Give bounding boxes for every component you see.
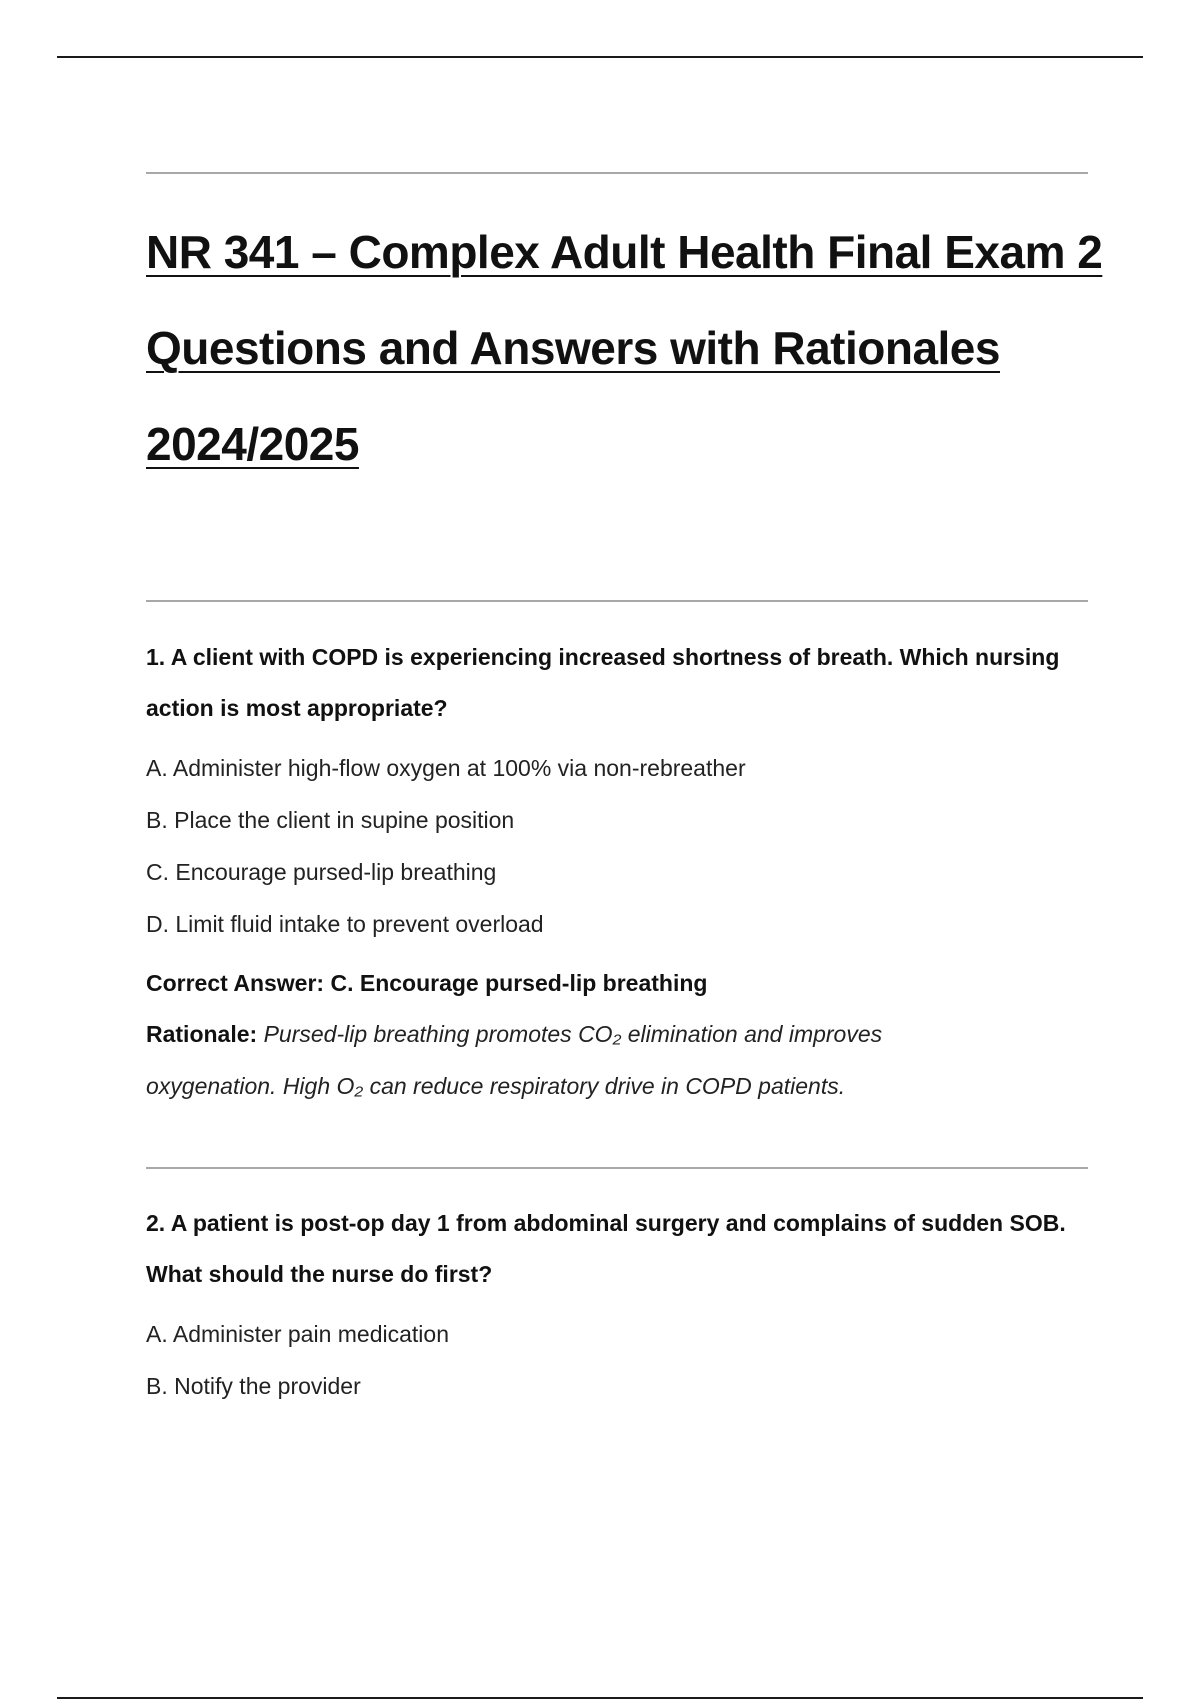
document-title-text: NR 341 – Complex Adult Health Final Exam 2 Questions and Answers with Rationales 2024/2025 [146, 226, 1103, 470]
question-1 [146, 632, 1076, 1112]
answer-options [146, 742, 1076, 950]
question-text: 1. A client with COPD is experiencing increased shortness of breath. Which nursing action is most appropriate? [146, 644, 1060, 721]
divider [146, 1167, 1088, 1169]
rationale [146, 1008, 1006, 1112]
divider [146, 600, 1088, 602]
document-title [146, 204, 1106, 492]
answer-options [146, 1308, 1076, 1412]
option-b: B. Place the client in supine position [146, 807, 515, 833]
rationale-label: Rationale: [146, 1021, 258, 1047]
option-c: C. Encourage pursed-lip breathing [146, 859, 497, 885]
page-top-rule [57, 56, 1143, 58]
rationale-text: Pursed-lip breathing promotes CO₂ elimination and improves oxygenation. High O₂ can reduce respiratory drive in COPD patients. [146, 1021, 883, 1099]
option-a: A. Administer high-flow oxygen at 100% via non-rebreather [146, 755, 746, 781]
page-bottom-rule [57, 1697, 1143, 1699]
option-a: A. Administer pain medication [146, 1321, 449, 1347]
divider [146, 172, 1088, 174]
correct-answer: Correct Answer: C. Encourage pursed-lip breathing [146, 970, 708, 996]
question-2 [146, 1198, 1076, 1412]
option-b: B. Notify the provider [146, 1373, 361, 1399]
question-text: 2. A patient is post-op day 1 from abdominal surgery and complains of sudden SOB. What should the nurse do first? [146, 1210, 1066, 1287]
option-d: D. Limit fluid intake to prevent overload [146, 911, 544, 937]
